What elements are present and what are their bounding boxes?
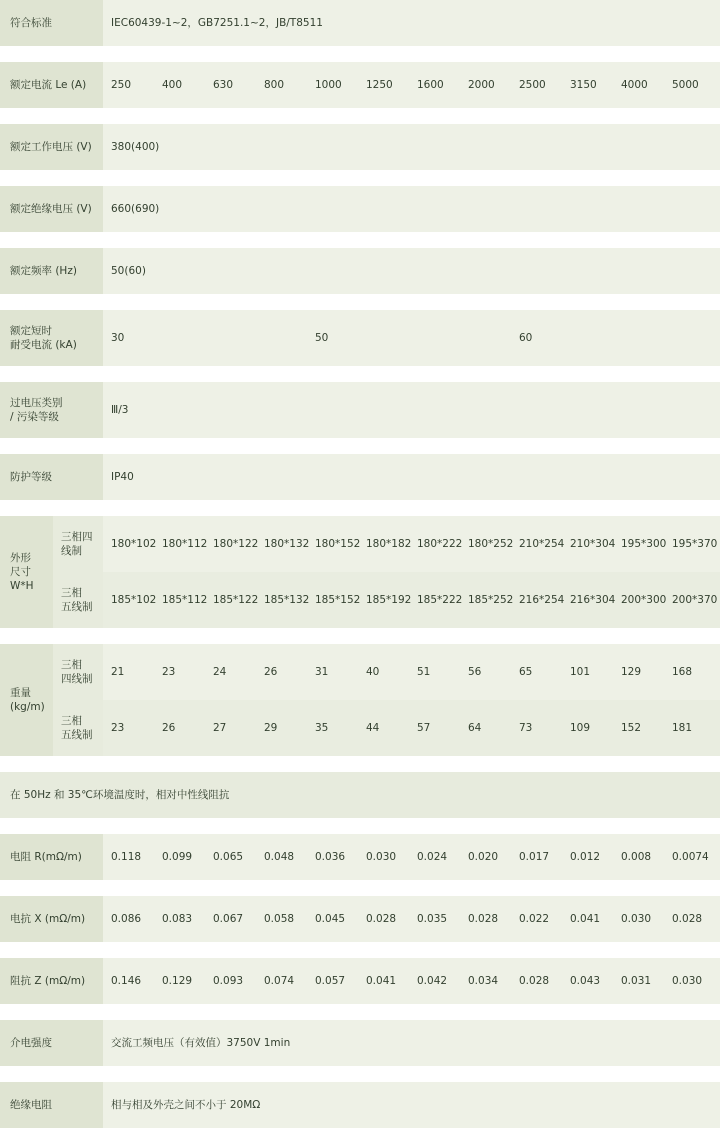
table-row-reactance (0, 896, 720, 942)
label-line-3: W*H (10, 580, 34, 593)
cell-rated-current-1: 400 (154, 62, 205, 108)
cell-dim4-0: 180*102 (103, 516, 154, 572)
cell-weight4-5: 40 (358, 644, 409, 700)
sublabel-line-2: 四线制 (61, 673, 93, 685)
row-spacer (0, 170, 720, 186)
cell-dim5-6: 185*222 (409, 572, 460, 628)
cell-weight5-4: 35 (307, 700, 358, 756)
cell-weight4-9: 101 (562, 644, 613, 700)
row-value-insulation-resistance: 相与相及外壳之间不小于 20MΩ (103, 1082, 720, 1128)
cell-weight5-5: 44 (358, 700, 409, 756)
row-spacer (0, 232, 720, 248)
row-spacer (0, 1004, 720, 1020)
row-value-protection-degree: IP40 (103, 454, 720, 500)
sublabel-weight-4wire (53, 644, 103, 700)
cell-reactance-2: 0.067 (205, 896, 256, 942)
cell-rated-current-11: 5000 (664, 62, 720, 108)
cell-reactance-6: 0.035 (409, 896, 460, 942)
table-row-rated-working-voltage (0, 124, 720, 170)
table-row-rated-current (0, 62, 720, 108)
cell-rated-current-8: 2500 (511, 62, 562, 108)
cell-resistance-5: 0.030 (358, 834, 409, 880)
cell-resistance-3: 0.048 (256, 834, 307, 880)
table-row-dimensions-5wire (0, 572, 720, 628)
cell-resistance-8: 0.017 (511, 834, 562, 880)
sublabel-line-1: 三相 (61, 586, 82, 599)
cell-dim5-4: 185*152 (307, 572, 358, 628)
row-spacer (0, 818, 720, 834)
cell-rated-current-10: 4000 (613, 62, 664, 108)
row-value-rated-insulation-voltage: 660(690) (103, 186, 720, 232)
cell-impedance-4: 0.057 (307, 958, 358, 1004)
cell-reactance-3: 0.058 (256, 896, 307, 942)
cell-weight4-2: 24 (205, 644, 256, 700)
sublabel-line-1: 三相四 (61, 530, 93, 543)
label-line-2: / 污染等级 (10, 411, 59, 423)
cell-rated-current-4: 1000 (307, 62, 358, 108)
cell-dim5-10: 200*300 (613, 572, 664, 628)
row-spacer (0, 108, 720, 124)
cell-withstand-30: 30 (103, 310, 307, 366)
cell-rated-current-7: 2000 (460, 62, 511, 108)
cell-weight4-0: 21 (103, 644, 154, 700)
sublabel-weight-5wire (53, 700, 103, 756)
row-spacer (0, 294, 720, 310)
table-row-overvoltage-pollution (0, 382, 720, 438)
cell-dim5-0: 185*102 (103, 572, 154, 628)
cell-reactance-4: 0.045 (307, 896, 358, 942)
cell-weight5-0: 23 (103, 700, 154, 756)
table-row-weight-5wire (0, 700, 720, 756)
row-value-rated-frequency: 50(60) (103, 248, 720, 294)
cell-dim5-8: 216*254 (511, 572, 562, 628)
table-row-short-time-withstand-current (0, 310, 720, 366)
cell-dim4-11: 195*370 (664, 516, 720, 572)
cell-resistance-4: 0.036 (307, 834, 358, 880)
cell-reactance-10: 0.030 (613, 896, 664, 942)
table-row-dimensions-4wire (0, 516, 720, 572)
row-spacer (0, 500, 720, 516)
cell-rated-current-3: 800 (256, 62, 307, 108)
row-label-insulation-resistance: 绝缘电阻 (0, 1082, 103, 1128)
row-label-protection-degree: 防护等级 (0, 454, 103, 500)
impedance-note-text: 在 50Hz 和 35℃环境温度时，相对中性线阻抗 (0, 772, 720, 818)
cell-dim4-1: 180*112 (154, 516, 205, 572)
row-label-rated-frequency: 额定频率 (Hz) (0, 248, 103, 294)
sublabel-line-1: 三相 (61, 658, 82, 671)
row-label-impedance: 阻抗 Z (mΩ/m) (0, 958, 103, 1004)
cell-impedance-7: 0.034 (460, 958, 511, 1004)
cell-dim4-4: 180*152 (307, 516, 358, 572)
cell-impedance-11: 0.030 (664, 958, 720, 1004)
row-value-standards: IEC60439-1~2，GB7251.1~2，JB/T8511 (103, 0, 720, 46)
row-value-dielectric-strength: 交流工频电压（有效值）3750V 1min (103, 1020, 720, 1066)
cell-impedance-10: 0.031 (613, 958, 664, 1004)
cell-dim5-7: 185*252 (460, 572, 511, 628)
row-spacer (0, 628, 720, 644)
label-line-2: 尺寸 (10, 565, 31, 578)
sublabel-dimensions-4wire (53, 516, 103, 572)
row-value-overvoltage-pollution: Ⅲ/3 (103, 382, 720, 438)
table-row-standards (0, 0, 720, 46)
label-line-1: 外形 (10, 551, 31, 564)
table-row-protection-degree (0, 454, 720, 500)
cell-weight5-7: 64 (460, 700, 511, 756)
cell-dim4-8: 210*254 (511, 516, 562, 572)
cell-impedance-9: 0.043 (562, 958, 613, 1004)
cell-dim4-2: 180*122 (205, 516, 256, 572)
cell-weight5-1: 26 (154, 700, 205, 756)
cell-dim5-11: 200*370 (664, 572, 720, 628)
table-row-insulation-resistance (0, 1082, 720, 1128)
cell-dim4-7: 180*252 (460, 516, 511, 572)
cell-weight4-7: 56 (460, 644, 511, 700)
cell-resistance-6: 0.024 (409, 834, 460, 880)
cell-dim5-1: 185*112 (154, 572, 205, 628)
cell-impedance-6: 0.042 (409, 958, 460, 1004)
cell-weight5-6: 57 (409, 700, 460, 756)
cell-rated-current-2: 630 (205, 62, 256, 108)
cell-reactance-0: 0.086 (103, 896, 154, 942)
table-row-impedance-note (0, 772, 720, 818)
table-row-impedance (0, 958, 720, 1004)
row-spacer (0, 366, 720, 382)
cell-resistance-10: 0.008 (613, 834, 664, 880)
row-spacer (0, 880, 720, 896)
row-label-rated-current: 额定电流 Le (A) (0, 62, 103, 108)
cell-weight4-1: 23 (154, 644, 205, 700)
cell-resistance-0: 0.118 (103, 834, 154, 880)
row-label-rated-insulation-voltage: 额定绝缘电压 (V) (0, 186, 103, 232)
cell-weight4-6: 51 (409, 644, 460, 700)
cell-impedance-1: 0.129 (154, 958, 205, 1004)
cell-dim5-2: 185*122 (205, 572, 256, 628)
label-line-2: 耐受电流 (kA) (10, 339, 77, 351)
row-spacer (0, 438, 720, 454)
table-row-dielectric-strength (0, 1020, 720, 1066)
cell-dim4-6: 180*222 (409, 516, 460, 572)
table-row-rated-insulation-voltage (0, 186, 720, 232)
cell-dim4-5: 180*182 (358, 516, 409, 572)
table-row-rated-frequency (0, 248, 720, 294)
cell-weight4-3: 26 (256, 644, 307, 700)
cell-weight4-4: 31 (307, 644, 358, 700)
cell-resistance-2: 0.065 (205, 834, 256, 880)
cell-impedance-0: 0.146 (103, 958, 154, 1004)
cell-resistance-1: 0.099 (154, 834, 205, 880)
cell-resistance-11: 0.0074 (664, 834, 720, 880)
cell-reactance-5: 0.028 (358, 896, 409, 942)
row-spacer (0, 46, 720, 62)
cell-reactance-8: 0.022 (511, 896, 562, 942)
row-label-dielectric-strength: 介电强度 (0, 1020, 103, 1066)
cell-withstand-60: 60 (511, 310, 720, 366)
cell-weight4-11: 168 (664, 644, 720, 700)
cell-weight5-3: 29 (256, 700, 307, 756)
row-label-resistance: 电阻 R(mΩ/m) (0, 834, 103, 880)
cell-rated-current-9: 3150 (562, 62, 613, 108)
row-spacer (0, 942, 720, 958)
cell-weight4-10: 129 (613, 644, 664, 700)
table-row-weight-4wire (0, 644, 720, 700)
cell-dim4-9: 210*304 (562, 516, 613, 572)
cell-dim5-5: 185*192 (358, 572, 409, 628)
cell-weight5-10: 152 (613, 700, 664, 756)
cell-resistance-9: 0.012 (562, 834, 613, 880)
row-label-short-time-withstand-current (0, 310, 103, 366)
cell-dim4-10: 195*300 (613, 516, 664, 572)
cell-withstand-50: 50 (307, 310, 511, 366)
row-label-weight (0, 644, 53, 756)
cell-dim5-3: 185*132 (256, 572, 307, 628)
cell-weight5-9: 109 (562, 700, 613, 756)
row-label-overvoltage-pollution (0, 382, 103, 438)
cell-dim5-9: 216*304 (562, 572, 613, 628)
cell-impedance-5: 0.041 (358, 958, 409, 1004)
cell-reactance-7: 0.028 (460, 896, 511, 942)
row-spacer (0, 756, 720, 772)
cell-impedance-2: 0.093 (205, 958, 256, 1004)
row-value-rated-working-voltage: 380(400) (103, 124, 720, 170)
cell-reactance-1: 0.083 (154, 896, 205, 942)
cell-dim4-3: 180*132 (256, 516, 307, 572)
cell-weight5-2: 27 (205, 700, 256, 756)
sublabel-line-2: 五线制 (61, 601, 93, 613)
row-label-dimensions (0, 516, 53, 628)
sublabel-line-1: 三相 (61, 714, 82, 727)
label-line-1: 重量 (10, 686, 31, 699)
cell-rated-current-6: 1600 (409, 62, 460, 108)
cell-impedance-3: 0.074 (256, 958, 307, 1004)
cell-reactance-11: 0.028 (664, 896, 720, 942)
label-line-1: 额定短时 (10, 324, 52, 337)
cell-weight4-8: 65 (511, 644, 562, 700)
sublabel-line-2: 五线制 (61, 729, 93, 741)
label-line-2: (kg/m) (10, 701, 45, 713)
label-line-1: 过电压类别 (10, 396, 63, 409)
cell-impedance-8: 0.028 (511, 958, 562, 1004)
cell-weight5-11: 181 (664, 700, 720, 756)
row-label-reactance: 电抗 X (mΩ/m) (0, 896, 103, 942)
row-label-standards: 符合标准 (0, 0, 103, 46)
cell-rated-current-0: 250 (103, 62, 154, 108)
sublabel-dimensions-5wire (53, 572, 103, 628)
row-spacer (0, 1066, 720, 1082)
cell-weight5-8: 73 (511, 700, 562, 756)
row-label-rated-working-voltage: 额定工作电压 (V) (0, 124, 103, 170)
sublabel-line-2: 线制 (61, 545, 82, 557)
cell-rated-current-5: 1250 (358, 62, 409, 108)
cell-resistance-7: 0.020 (460, 834, 511, 880)
cell-reactance-9: 0.041 (562, 896, 613, 942)
